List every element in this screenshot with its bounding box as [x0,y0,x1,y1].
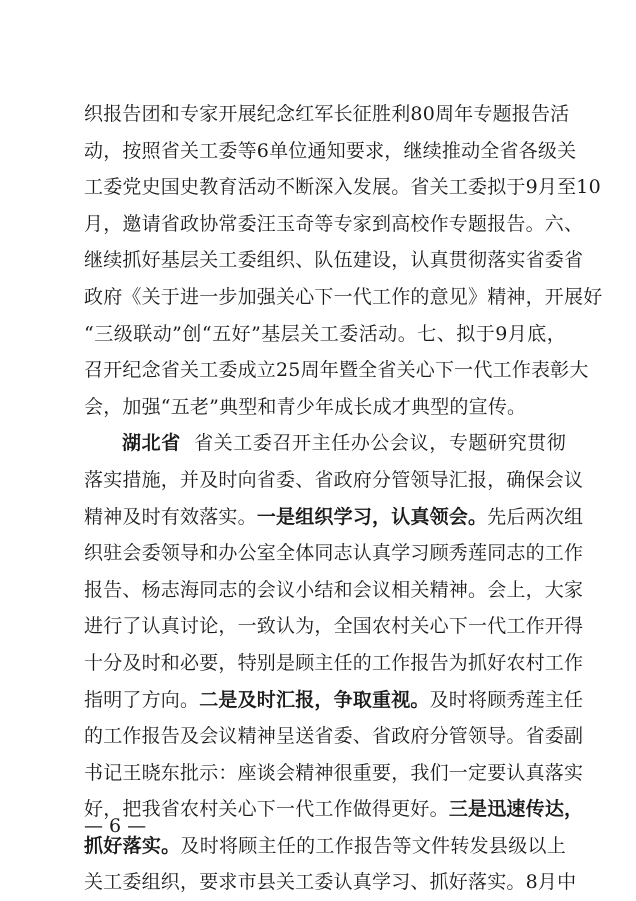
text-span: 精神及时有效落实。 [84,505,257,528]
text-line: 落实措施，并及时向省委、省政府分管领导汇报，确保会议 [84,468,584,491]
text-line: 书记王晓东批示：座谈会精神很重要，我们一定要认真落实 [84,761,584,784]
text-span: 及时将顾主任的工作报告等文件转发县级以上 [180,834,566,857]
text-line: 政府《关于进一步加强关心下一代工作的意见》精神，开展好 [84,285,603,308]
text-line: “三级联动”创“五好”基层关工委活动。七、拟于9月底， [84,322,566,345]
text-line: 动，按照省关工委等6单位通知要求，继续推动全省各级关 [84,139,577,162]
text-line: 月，邀请省政协常委汪玉奇等专家到高校作专题报告。六、 [84,212,584,235]
text-span: 先后两次组 [487,505,584,528]
text-line: 继续抓好基层关工委组织、队伍建设，认真贯彻落实省委省 [84,249,584,272]
text-line [84,425,566,462]
paragraph-hubei [84,425,584,901]
text-line [84,791,584,828]
text-span: 及时将顾秀莲主任 [429,688,584,711]
text-span: 指明了方向。 [84,688,200,711]
body-text [84,96,603,901]
paragraph-continued [84,96,603,425]
bold-point-three-cont: 抓好落实。 [84,834,181,857]
page-number: — 6 — [84,815,147,837]
text-line: 关工委组织，要求市县关工委认真学习、抓好落实。8月中 [84,871,577,894]
text-line: 会，加强“五老”典型和青少年成长成才典型的宣传。 [84,395,527,418]
text-line [84,499,584,536]
text-line: 十分及时和必要，特别是顾主任的工作报告为抓好农村工作 [84,651,584,674]
text-line: 织报告团和专家开展纪念红军长征胜利80周年专题报告活 [84,103,570,125]
text-line: 的工作报告及会议精神呈送省委、省政府分管领导。省委副 [84,725,584,748]
bold-point-three: 三是迅速传达， [448,798,584,821]
text-line [84,682,584,719]
text-span: 省关工委召开主任办公会议，专题研究贯彻 [180,432,566,455]
bold-point-one: 一是组织学习，认真领会。 [256,505,488,528]
text-span: 好，把我省农村关心下一代工作做得更好。 [84,798,449,821]
bold-point-two: 二是及时汇报，争取重视。 [199,688,430,711]
text-line: 召开纪念省关工委成立25周年暨全省关心下一代工作表彰大 [84,359,589,382]
text-line: 织驻会委领导和办公室全体同志认真学习顾秀莲同志的工作 [84,542,584,565]
text-line [84,828,566,865]
text-line: 报告、杨志海同志的会议小结和会议相关精神。会上，大家 [84,578,584,601]
text-line: 进行了认真讨论，一致认为，全国农村关心下一代工作开得 [84,615,584,638]
text-line: 工委党史国史教育活动不断深入发展。省关工委拟于9月至10 [84,176,601,199]
province-heading: 湖北省 [122,432,181,455]
